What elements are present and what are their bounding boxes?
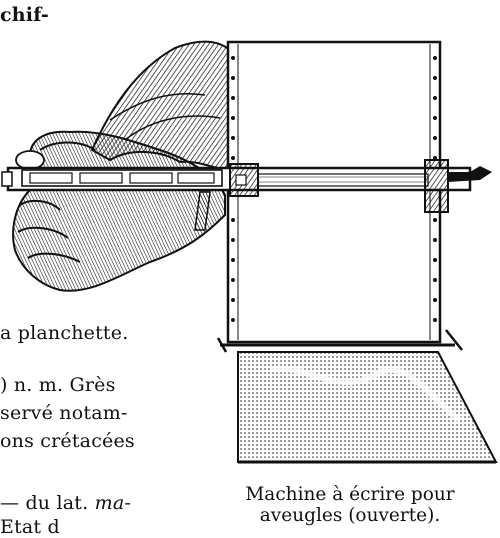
text-latin-prefix: — du lat. [0, 492, 95, 514]
text-line-gres: ) n. m. Grès [0, 374, 116, 396]
text-line-cretacees: ons crétacées [0, 430, 135, 452]
text-line-etat: Etat d [0, 516, 60, 538]
text-line-planchette: a planchette. [0, 322, 129, 344]
figure-caption-line2: aveugles (ouverte). [259, 505, 441, 526]
text-line-notam: servé notam- [0, 402, 128, 424]
text-line-chif: chif- [0, 4, 49, 26]
text-latin-italic: ma- [94, 492, 131, 514]
figure-caption-line1: Machine à écrire pour [245, 484, 455, 505]
paper-sheet [228, 42, 440, 342]
writing-board [238, 352, 496, 462]
